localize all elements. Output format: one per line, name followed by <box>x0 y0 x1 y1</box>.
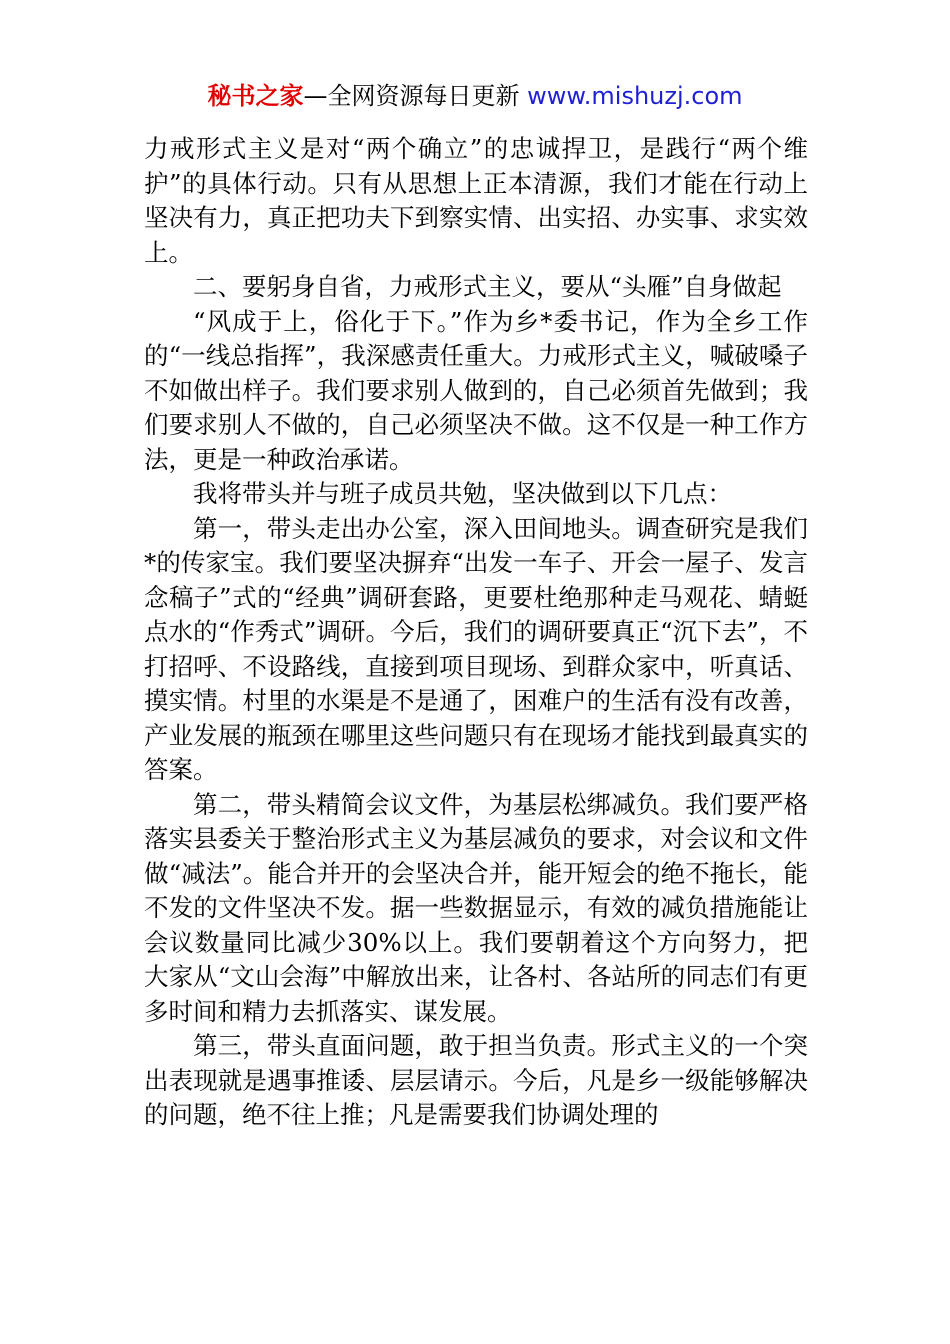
paragraph-4: 第一，带头走出办公室，深入田间地头。调查研究是我们*的传家宝。我们要坚决摒弃“出发一车子、开会一屋子、发言念稿子”式的“经典”调研套路，更要杜绝那种走马观花、蜻蜓点水的“作秀式”调研。今后，我们的调研要真正“沉下去”，不打招呼、不设路线，直接到项目现场、到群众家中，听真话、摸实情。村里的水渠是不是通了，困难户的生活有没有改善，产业发展的瓶颈在哪里这些问题只有在现场才能找到最真实的答案。 <box>144 513 808 784</box>
paragraph-5: 第二，带头精简会议文件，为基层松绑减负。我们要严格落实县委关于整治形式主义为基层减负的要求，对会议和文件做“减法”。能合并开的会坚决合并，能开短会的绝不拖长，能不发的文件坚决不发。据一些数据显示，有效的减负措施能让会议数量同比减少30%以上。我们要朝着这个方向努力，把大家从“文山会海”中解放出来，让各村、各站所的同志们有更多时间和精力去抓落实、谋发展。 <box>144 789 808 1026</box>
page-header <box>0 80 950 112</box>
document-body <box>144 132 808 1133</box>
paragraph-6: 第三，带头直面问题，敢于担当负责。形式主义的一个突出表现就是遇事推诿、层层请示。今后，凡是乡一级能够解决的问题，绝不往上推；凡是需要我们协调处理的 <box>144 1031 808 1129</box>
header-tagline: —全网资源每日更新 <box>303 82 520 110</box>
brand-name: 秘书之家 <box>207 82 304 110</box>
paragraph-1: 力戒形式主义是对“两个确立”的忠诚捍卫，是践行“两个维护”的具体行动。只有从思想上正本清源，我们才能在行动上坚决有力，真正把功夫下到察实情、出实招、办实事、求实效上。 <box>144 134 808 267</box>
website-link[interactable]: www.mishuzj.com <box>527 82 743 110</box>
section-heading: 二、要躬身自省，力戒形式主义，要从“头雁”自身做起 <box>193 272 782 301</box>
paragraph-3: 我将带头并与班子成员共勉，坚决做到以下几点： <box>193 479 732 508</box>
paragraph-2: “风成于上，俗化于下。”作为乡*委书记，作为全乡工作的“一线总指挥”，我深感责任重大。力戒形式主义，喊破嗓子不如做出样子。我们要求别人做到的，自己必须首先做到；我们要求别人不做的，自己必须坚决不做。这不仅是一种工作方法，更是一种政治承诺。 <box>144 306 808 474</box>
